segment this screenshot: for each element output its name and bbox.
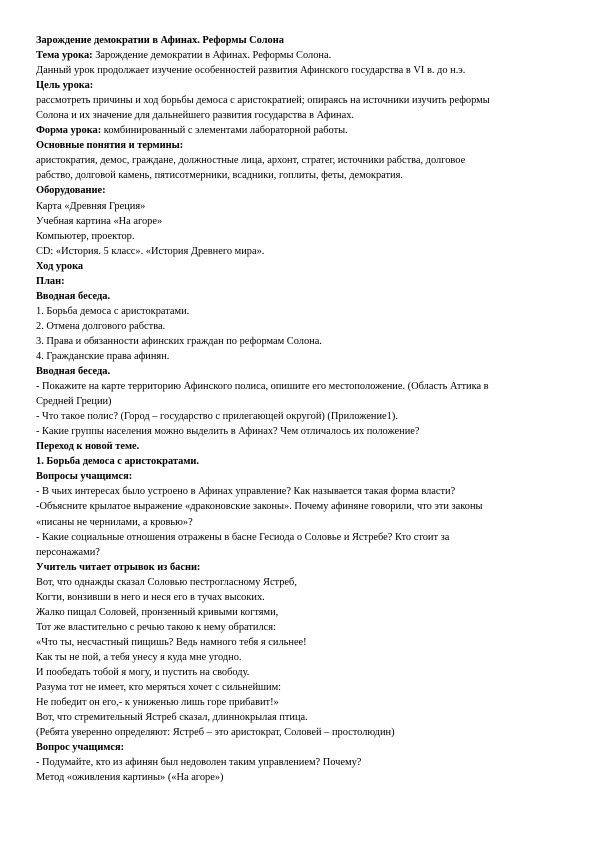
line-text: Вот, что однажды сказал Соловью пестрогласному Ястреб, [36,576,297,588]
line-text: -Объясните крылатое выражение «драконовские законы». Почему афиняне говорили, что эти законы [36,501,483,513]
line-text: - Какие группы населения можно выделить в Афинах? Чем отличалось их положение? [36,426,420,438]
text-line [36,590,543,605]
text-line [36,409,543,424]
line-text: - Покажите на карте территорию Афинского полиса, опишите его местоположение. (Область Аттика в [36,381,489,393]
text-line [36,123,543,138]
text-line [36,469,543,484]
line-text: - В чьих интересах было устроено в Афинах управление? Как называется такая форма власти? [36,486,456,498]
text-line [36,349,543,364]
field-label: Тема урока: [36,50,93,62]
line-text: Не победит он его,- к униженью лишь горе прибавит!» [36,697,279,709]
line-text: Когти, вонзивши в него и неся его в тучах высоких. [36,591,265,603]
text-line [36,710,543,725]
text-line [36,499,543,514]
text-line [36,530,543,545]
line-text: Карта «Древняя Греция» [36,200,146,212]
text-line [36,364,543,379]
line-text: Солона и их значение для дальнейшего развития государства в Афинах. [36,110,355,122]
line-text: 4. Гражданские права афинян. [36,350,170,362]
text-line [36,259,543,274]
text-line [36,545,543,560]
line-text: И пообедать тобой я могу, и пустить на свободу. [36,666,250,678]
text-line [36,153,543,168]
text-line [36,63,543,78]
text-line [36,304,543,319]
text-line [36,620,543,635]
text-line [36,33,543,48]
text-line [36,725,543,740]
text-line [36,439,543,454]
text-line [36,183,543,198]
line-text: - Что такое полис? (Город – государство с прилегающей округой) (Приложение1). [36,411,398,423]
text-line [36,138,543,153]
text-line [36,680,543,695]
line-text: Цель урока: [36,80,94,92]
text-line [36,560,543,575]
line-text: Зарождение демократии в Афинах. Реформы Солона [36,35,284,46]
line-text: 3. Права и обязанности афинских граждан по реформам Солона. [36,335,322,347]
line-text: Вопрос учащимся: [36,742,125,754]
text-line [36,168,543,183]
line-text: Тот же властительно с речью такою к нему обратился: [36,621,276,633]
line-text: - Подумайте, кто из афинян был недоволен таким управлением? Почему? [36,757,362,769]
line-text: План: [36,275,65,287]
line-text: «Что ты, несчастный пищишь? Ведь намного тебя я сильнее! [36,636,307,648]
text-line [36,695,543,710]
text-line [36,244,543,259]
line-text: персонажами? [36,546,100,558]
line-text: Учебная картина «На агоре» [36,215,163,227]
line-text: Переход к новой теме. [36,441,140,453]
text-line [36,229,543,244]
text-line [36,289,543,304]
line-text: Зарождение демократии в Афинах. Реформы Солона. [92,50,332,62]
line-text: аристократия, демос, граждане, должностные лица, архонт, стратег, источники рабства, долговое [36,155,466,167]
text-line [36,484,543,499]
text-line [36,770,543,785]
text-line [36,665,543,680]
text-line [36,575,543,590]
text-line [36,635,543,650]
text-line [36,755,543,770]
line-text: 2. Отмена долгового рабства. [36,320,166,332]
line-text: Основные понятия и термины: [36,140,184,152]
line-text: Жалко пищал Соловей, пронзенный кривыми когтями, [36,606,279,618]
text-line [36,650,543,665]
text-line [36,48,543,63]
text-line [36,214,543,229]
text-line [36,319,543,334]
text-line [36,605,543,620]
line-text: Компьютер, проектор. [36,230,135,242]
line-text: Разума тот не имеет, кто меряться хочет с сильнейшим: [36,682,282,694]
field-label: Форма урока: [36,125,102,137]
line-text: Данный урок продолжает изучение особенностей развития Афинского государства в VI в. до н.э. [36,65,466,77]
text-line [36,199,543,214]
line-text: комбинированный с элементами лабораторной работы. [101,125,348,137]
text-line [36,274,543,289]
line-text: CD: «История. 5 класс». «История Древнего мира». [36,245,265,257]
line-text: Средней Греции) [36,396,112,408]
text-line [36,93,543,108]
text-line [36,740,543,755]
line-text: 1. Борьба демоса с аристократами. [36,456,199,468]
text-line [36,515,543,530]
line-text: Вводная беседа. [36,290,111,302]
line-text: рассмотреть причины и ход борьбы демоса с аристократией; опираясь на источники изучить реформы [36,95,490,107]
line-text: - Какие социальные отношения отражены в басне Гесиода о Соловье и Ястребе? Кто стоит за [36,531,450,543]
line-text: 1. Борьба демоса с аристократами. [36,305,190,317]
line-text: Вопросы учащимся: [36,471,133,483]
line-text: Метод «оживления картины» («На агоре») [36,772,224,784]
line-text: «писаны не чернилами, а кровью»? [36,516,193,528]
text-line [36,334,543,349]
line-text: Учитель читает отрывок из басни: [36,561,201,573]
text-line [36,108,543,123]
text-line [36,379,543,394]
text-line [36,78,543,93]
line-text: (Ребята уверенно определяют: Ястреб – это аристократ, Соловей – простолюдин) [36,727,395,739]
text-line [36,454,543,469]
line-text: Вводная беседа. [36,366,111,378]
line-text: Вот, что стремительный Ястреб сказал, длиннокрылая птица. [36,712,308,724]
line-text: Оборудование: [36,185,106,197]
text-line [36,394,543,409]
line-text: Ход урока [36,260,84,272]
line-text: Как ты не пой, а тебя унесу я куда мне угодно. [36,651,242,663]
text-line [36,424,543,439]
line-text: рабство, долговой камень, пятисотмерники, всадники, гоплиты, феты, демократия. [36,170,403,182]
